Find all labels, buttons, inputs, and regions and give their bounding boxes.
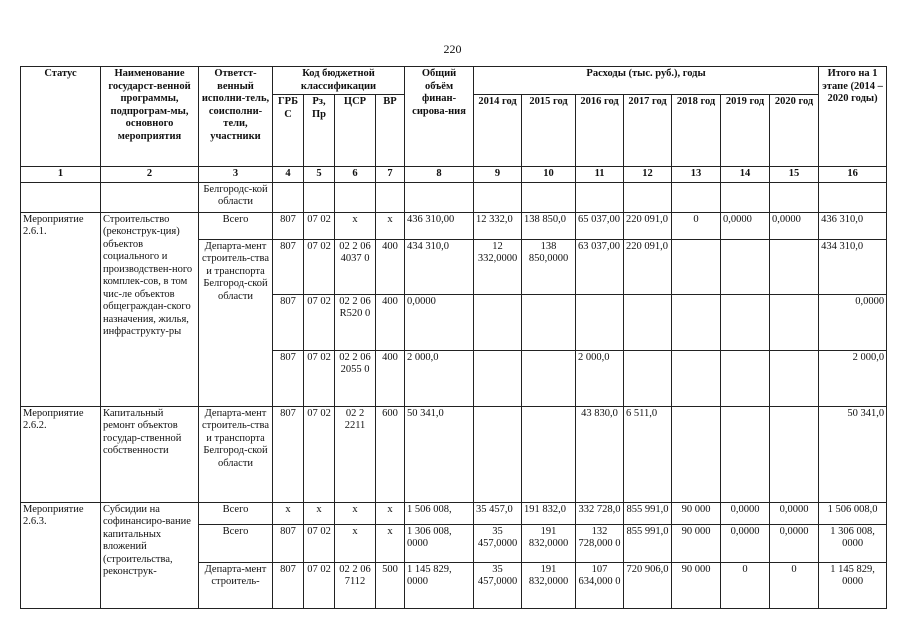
column-number: 4 [273,167,304,183]
total-cell: 50 341,0 [405,406,474,502]
column-number: 16 [819,167,887,183]
header-name: Наименование государст-венной программы, подпрограм-мы, основного мероприятия [101,67,199,167]
responsible-cell: Всего [199,212,273,239]
grbs-cell: 807 [273,294,304,350]
header-expenses: Расходы (тыс. руб.), годы [474,67,819,95]
rz-cell: 07 02 [304,406,335,502]
name-cell: Капитальный ремонт объектов государ-ственной собственности [101,406,199,502]
header-responsible: Ответст-венный исполни-тель, соисполни-тели, участники [199,67,273,167]
header-stage-total: Итого на 1 этапе (2014 – 2020 годы) [819,67,887,167]
stage-total-cell: 0,0000 [819,294,887,350]
stage-total-cell: 2 000,0 [819,350,887,406]
total-cell: 2 000,0 [405,350,474,406]
total-cell: 1 506 008, [405,502,474,524]
column-number: 15 [770,167,819,183]
rz-cell: 07 02 [304,562,335,608]
name-cell: Субсидии на софинансиро-вание капитальных вложений (строительства, реконструк- [101,502,199,608]
year-cell: 0,0000 [770,212,819,239]
column-number-row [21,167,887,183]
rz-cell: 07 02 [304,294,335,350]
column-number: 6 [335,167,376,183]
header-year-2014: 2014 год [474,95,522,167]
year-cell: 0 [770,562,819,608]
grbs-cell: х [273,502,304,524]
year-cell: 0,0000 [721,524,770,562]
vr-cell: х [376,524,405,562]
stage-total-cell: 436 310,0 [819,212,887,239]
year-cell: 220 091,0 [624,239,672,294]
grbs-cell: 807 [273,239,304,294]
name-cell: Строительство (реконструк-ция) объектов социального и производствен-ного комплек-сов, в том чис-ле объектов общеграждан-ского назначения, жилья, инфраструкту-ры [101,212,199,406]
year-cell: 855 991,0 [624,502,672,524]
total-cell: 1 145 829, 0000 [405,562,474,608]
year-cell: 35 457,0 [474,502,522,524]
year-cell: 0,0000 [770,502,819,524]
year-cell: 2 000,0 [576,350,624,406]
responsible-cell: Департа-мент строитель-ства и транспорта Белгород-ской области [199,239,273,406]
header-csr: ЦСР [335,95,376,167]
column-number: 8 [405,167,474,183]
responsible-cell: Всего [199,502,273,524]
vr-cell: 600 [376,406,405,502]
year-cell: 0 [721,562,770,608]
vr-cell: х [376,212,405,239]
header-year-2019: 2019 год [721,95,770,167]
csr-cell: 02 2 06 7112 [335,562,376,608]
vr-cell: 400 [376,350,405,406]
year-cell: 12 332,0000 [474,239,522,294]
year-cell: 90 000 [672,502,721,524]
header-grbs: ГРБ С [273,95,304,167]
rz-cell: х [304,502,335,524]
year-cell: 107 634,000 0 [576,562,624,608]
rz-cell: 07 02 [304,239,335,294]
year-cell: 132 728,000 0 [576,524,624,562]
year-cell: 191 832,0 [522,502,576,524]
stage-total-cell: 434 310,0 [819,239,887,294]
csr-cell: 02 2 2211 [335,406,376,502]
budget-table [20,66,887,609]
csr-cell: 02 2 06 4037 0 [335,239,376,294]
status-cell: Мероприятие 2.6.1. [21,212,101,406]
status-cell: Мероприятие 2.6.3. [21,502,101,608]
year-cell: 138 850,0 [522,212,576,239]
year-cell: 35 457,0000 [474,524,522,562]
stage-total-cell: 1 506 008,0 [819,502,887,524]
stage-total-cell: 50 341,0 [819,406,887,502]
year-cell: 191 832,0000 [522,524,576,562]
csr-cell: 02 2 06 2055 0 [335,350,376,406]
grbs-cell: 807 [273,524,304,562]
vr-cell: 400 [376,294,405,350]
header-rz-pr: Рз, Пр [304,95,335,167]
year-cell: 35 457,0000 [474,562,522,608]
year-cell: 12 332,0 [474,212,522,239]
header-year-2020: 2020 год [770,95,819,167]
header-budget-code: Код бюджетной классификации [273,67,405,95]
total-cell: 1 306 008, 0000 [405,524,474,562]
csr-cell: х [335,524,376,562]
header-year-2016: 2016 год [576,95,624,167]
year-cell: 43 830,0 [576,406,624,502]
column-number: 7 [376,167,405,183]
year-cell: 332 728,0 [576,502,624,524]
header-status: Статус [21,67,101,167]
header-year-2017: 2017 год [624,95,672,167]
year-cell: 0,0000 [721,502,770,524]
year-cell: 855 991,0 [624,524,672,562]
csr-cell: х [335,212,376,239]
column-number: 1 [21,167,101,183]
grbs-cell: 807 [273,212,304,239]
total-cell: 0,0000 [405,294,474,350]
year-cell: 63 037,00 [576,239,624,294]
year-cell: 191 832,0000 [522,562,576,608]
vr-cell: х [376,502,405,524]
carry-over-responsible: Белгородс-кой области [199,182,273,212]
total-cell: 436 310,00 [405,212,474,239]
stage-total-cell: 1 145 829, 0000 [819,562,887,608]
csr-cell: х [335,502,376,524]
year-cell: 90 000 [672,524,721,562]
year-cell: 720 906,0 [624,562,672,608]
responsible-cell: Всего [199,524,273,562]
column-number: 3 [199,167,273,183]
csr-cell: 02 2 06 R520 0 [335,294,376,350]
status-cell: Мероприятие 2.6.2. [21,406,101,502]
table-row [21,406,887,502]
rz-cell: 07 02 [304,212,335,239]
year-cell: 6 511,0 [624,406,672,502]
year-cell: 0,0000 [770,524,819,562]
grbs-cell: 807 [273,350,304,406]
rz-cell: 07 02 [304,350,335,406]
column-number: 10 [522,167,576,183]
year-cell: 138 850,0000 [522,239,576,294]
header-vr: ВР [376,95,405,167]
column-number: 11 [576,167,624,183]
header-year-2015: 2015 год [522,95,576,167]
responsible-cell: Департа-мент строитель-ства и транспорта Белгород-ской области [199,406,273,502]
table-row [21,182,887,212]
header-total-volume: Общий объём финан-сирова-ния [405,67,474,167]
vr-cell: 500 [376,562,405,608]
table-row [21,212,887,239]
column-number: 9 [474,167,522,183]
column-number: 2 [101,167,199,183]
column-number: 14 [721,167,770,183]
grbs-cell: 807 [273,406,304,502]
column-number: 12 [624,167,672,183]
rz-cell: 07 02 [304,524,335,562]
year-cell: 65 037,00 [576,212,624,239]
year-cell: 220 091,0 [624,212,672,239]
responsible-cell: Департа-мент строитель- [199,562,273,608]
table-row [21,502,887,524]
stage-total-cell: 1 306 008, 0000 [819,524,887,562]
year-cell: 0 [672,212,721,239]
year-cell: 0,0000 [721,212,770,239]
page-number: 220 [443,42,462,56]
grbs-cell: 807 [273,562,304,608]
header-year-2018: 2018 год [672,95,721,167]
vr-cell: 400 [376,239,405,294]
header-row [21,67,887,95]
column-number: 13 [672,167,721,183]
column-number: 5 [304,167,335,183]
total-cell: 434 310,0 [405,239,474,294]
year-cell: 90 000 [672,562,721,608]
